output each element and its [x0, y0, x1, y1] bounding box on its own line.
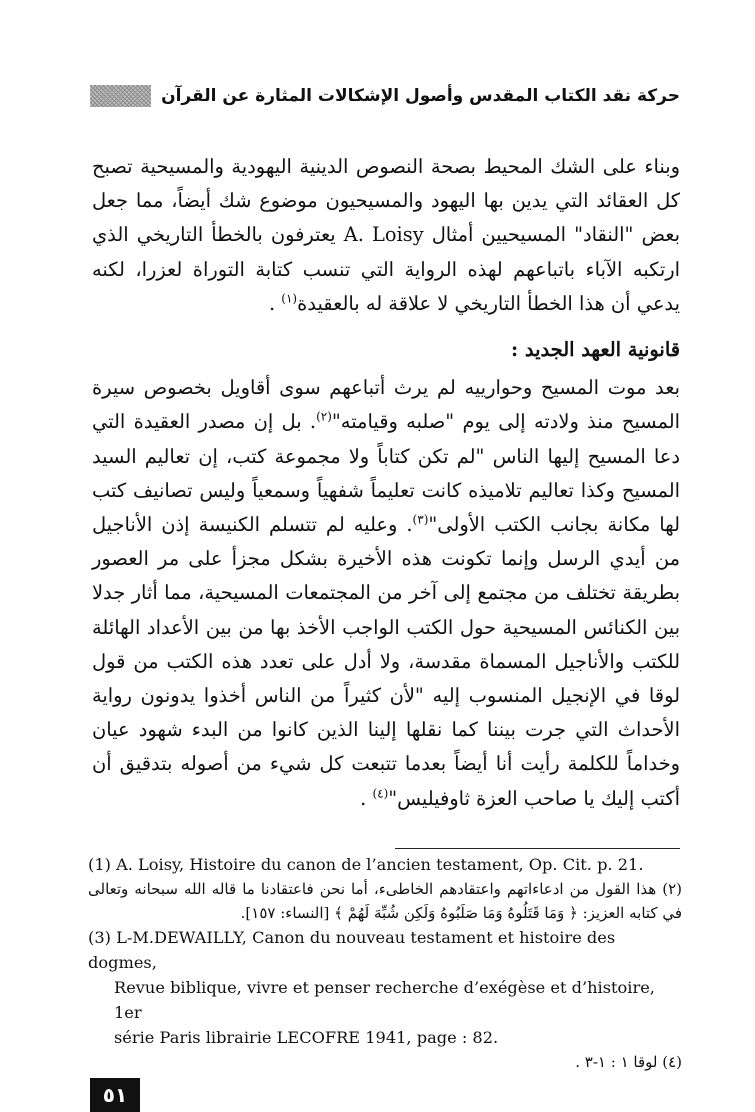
footnote-ref-1[interactable]: (١)	[281, 291, 298, 306]
paragraph-1: وبناء على الشك المحيط بصحة النصوص الدينية اليهودية والمسيحية تصبح كل العقائد التي يدين بها اليهود والمسيحيون موضوع شك أيضاً، مما جعل بعض "النقاد" المسيحيين أمثال A. Loisy يعترفون بالخطأ التاريخي الذي ارتكبه الآباء باتباعهم لهذه الرواية التي تنسب كتابة التوراة لعزرا، لكنه يدعي أن هذا الخطأ التاريخي لا علاقة له بالعقيدة$^{(١)}$ .	[92, 155, 680, 315]
footnote-2: (٢) هذا القول من ادعاءاتهم واعتقادهم الخاطىء، أما نحن فاعتقادنا ما قاله الله سبحانه وتعالى في كتابه العزيز: ﴿ وَمَا قَتَلُوهُ وَمَا صَلَبُوهُ وَلَكِن شُبِّهَ لَهُمْ ﴾ [النساء: ١٥٧].	[88, 880, 682, 922]
footnote-4: (٤) لوقا ١ : ١-٣ .	[575, 1053, 682, 1071]
paragraph-1-text-rest: يعترفون بالخطأ التاريخي الذي ارتكبه الآباء باتباعهم لهذه الرواية التي تنسب كتابة التوراة لعزرا، لكنه يدعي أن هذا الخطأ التاريخي لا علاقة له بالعقيدة	[92, 223, 680, 315]
footnote-ref-2[interactable]: (٢)	[316, 409, 332, 424]
paragraph-2-text-b: . بل إن مصدر العقيدة التي دعا المسيح إليها الناس "لم تكن كتاباً ولا مجموعة كتب، إن تعاليم السيد المسيح وكذا تعاليم تلاميذه كانت تعليماً شفهياً وسمعياً وليس تصانيف كتب لها مكانة بجانب الكتب الأولى"	[92, 410, 680, 537]
footnote-ref-3[interactable]: (٣)	[412, 512, 429, 527]
paragraph-2: بعد موت المسيح وحوارييه لم يرث أتباعهم سوى أقاويل بخصوص سيرة المسيح منذ ولادته إلى يوم "صلبه وقيامته"$^{(٢)}$. بل إن مصدر العقيدة التي دعا المسيح إليها الناس "لم تكن كتاباً ولا مجموعة كتب، إن تعاليم السيد المسيح وكذا تعاليم تلاميذه كانت تعليماً شفهياً وسمعياً وليس تصانيف كتب لها مكانة بجانب الكتب الأولى"$^{(٣)}$. وعليه لم تتسلم الكنيسة إذن الأناجيل من أيدي الرسل وإنما تكونت هذه الأخيرة بشكل مجزأ على مر العصور بطريقة تختلف من مجتمع إلى آخر من المجتمعات المسيحية، مما أثار جدلا بين الكنائس المسيحية حول الكتب الواجب الأخذ بها من بين الأعداد الهائلة للكتب والأناجيل المسماة مقدسة، ولا أدل على تعدد هذه الكتب من قول لوقا في الإنجيل المنسوب إليه "لأن كثيراً من الناس أخذوا يدونون رواية الأحداث التي جرت بيننا كما نقلها إلينا الذين كانوا من البدء شهود عيان وخداماً للكلمة رأيت أنا أيضاً بعدما تتبعت كل شيء من أصوله بتدقيق أن أكتب إليك يا صاحب العزة ثاوفيليس"$^{(٤)}$ .	[92, 376, 680, 810]
paragraph-1-text: وبناء على الشك المحيط بصحة النصوص الدينية اليهودية والمسيحية تصبح كل العقائد التي يدين بها اليهود والمسيحيون موضوع شك أيضاً، مما جعل بعض "النقاد" المسيحيين أمثال	[92, 155, 680, 247]
header-title: حركة نقد الكتاب المقدس وأصول الإشكالات المثارة عن القرآن	[161, 86, 680, 106]
footnote-divider	[395, 848, 680, 849]
footnote-3-line-1: (3) L-M.DEWAILLY, Canon du nouveau testament et histoire des dogmes,	[88, 928, 616, 972]
paragraph-2-text-a: بعد موت المسيح وحوارييه لم يرث أتباعهم سوى أقاويل بخصوص سيرة المسيح منذ ولادته إلى يوم "صلبه وقيامته"	[92, 376, 680, 434]
header-decorative-band	[90, 85, 151, 107]
section-heading: قانونية العهد الجديد :	[511, 338, 680, 362]
author-name: A. Loisy	[343, 223, 424, 247]
footnote-3-line-2: Revue biblique, vivre et penser recherche d’exégèse et d’histoire, 1er	[114, 978, 655, 1022]
footnotes	[88, 852, 682, 1074]
footnote-3-line-3: série Paris librairie LECOFRE 1941, page : 82.	[114, 1028, 499, 1047]
main-text	[92, 150, 680, 816]
footnote-ref-4[interactable]: (٤)	[372, 786, 389, 801]
paragraph-2-text-c: . وعليه لم تتسلم الكنيسة إذن الأناجيل من أيدي الرسل وإنما تكونت هذه الأخيرة بشكل مجزأ على مر العصور بطريقة تختلف من مجتمع إلى آخر من المجتمعات المسيحية، مما أثار جدلا بين الكنائس المسيحية حول الكتب الواجب الأخذ بها من بين الأعداد الهائلة للكتب والأناجيل المسماة مقدسة، ولا أدل على تعدد هذه الكتب من قول لوقا في الإنجيل المنسوب إليه "لأن كثيراً من الناس أخذوا يدونون رواية الأحداث التي جرت بيننا كما نقلها إلينا الذين كانوا من البدء شهود عيان وخداماً للكلمة رأيت أنا أيضاً بعدما تتبعت كل شيء من أصوله بتدقيق أن أكتب إليك يا صاحب العزة ثاوفيليس"	[92, 513, 680, 810]
footnote-1: (1) A. Loisy, Histoire du canon de l’ancien testament, Op. Cit. p. 21.	[88, 855, 644, 874]
running-header	[90, 82, 680, 110]
page-number: ٥١	[90, 1078, 140, 1112]
